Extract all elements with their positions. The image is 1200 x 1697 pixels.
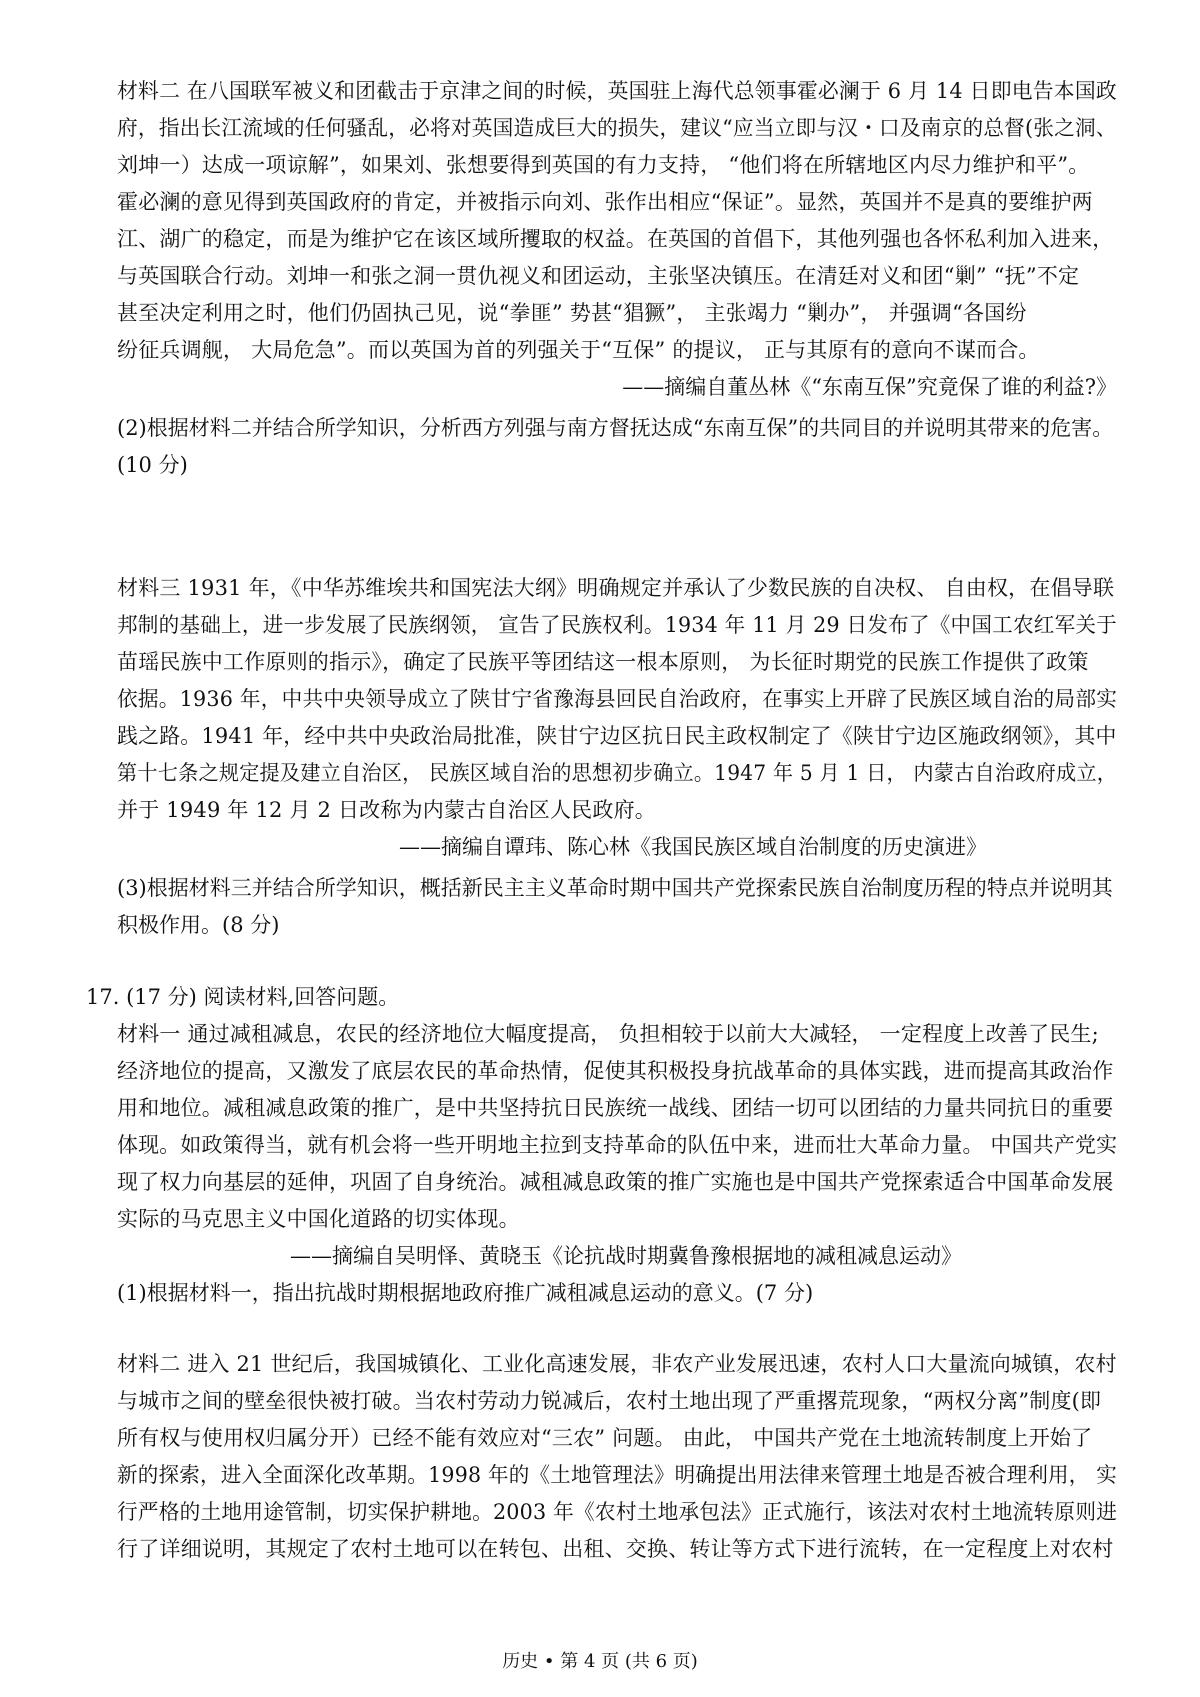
- material-2-line-8: 纷征兵调舰， 大局危急”。而以英国为首的列强关于“互保” 的提议， 正与其原有的意向不谋而合。: [117, 338, 1040, 362]
- q17-question-1: (1)根据材料一，指出抗战时期根据地政府推广减租减息运动的意义。(7 分): [117, 1281, 814, 1305]
- q17-material-2-line-2: 与城市之间的壁垒很快被打破。当农村劳动力锐减后，农村土地出现了严重撂荒现象，“两权分离”制度(即: [117, 1389, 1102, 1413]
- question-2-line-1: (2)根据材料二并结合所学知识，分析西方列强与南方督抚达成“东南互保”的共同目的并说明其带来的危害。: [117, 416, 1114, 440]
- material-2-line-2: 府，指出长江流域的任何骚乱，必将对英国造成巨大的损失，建议“应当立即与汉・口及南京的总督(张之洞、: [117, 116, 1117, 140]
- material-2-line-3: 刘坤一）达成一项谅解”，如果刘、张想要得到英国的有力支持， “他们将在所辖地区内尽力维护和平”。: [117, 153, 1090, 177]
- q17-material-1-line-2: 经济地位的提高，又激发了底层农民的革命热情，促使其积极投身抗战革命的具体实践，进而提高其政治作: [117, 1059, 1114, 1083]
- q17-material-1-line-1: 材料一 通过减租减息，农民的经济地位大幅度提高， 负担相较于以前大大减轻， 一定程度上改善了民生;: [117, 1022, 1099, 1046]
- material-2-line-6: 与英国联合行动。刘坤一和张之洞一贯仇视义和团运动，主张坚决镇压。在清廷对义和团“剿” “抚”不定: [117, 264, 1080, 288]
- material-2-line-5: 江、湖广的稳定，而是为维护它在该区域所攫取的权益。在英国的首倡下，其他列强也各怀私利加入进来，: [117, 227, 1114, 251]
- q17-material-2-line-6: 行了详细说明，其规定了农村土地可以在转包、出租、交换、转让等方式下进行流转，在一定程度上对农村: [117, 1537, 1114, 1561]
- material-2-line-4: 霍必澜的意见得到英国政府的肯定，并被指示向刘、张作出相应“保证”。显然，英国并不是真的要维护两: [117, 190, 1093, 214]
- q17-material-2-line-4: 新的探索，进入全面深化改革期。1998 年的《土地管理法》明确提出用法律来管理土地是否被合理利用， 实: [117, 1463, 1118, 1487]
- question-3-line-1: (3)根据材料三并结合所学知识，概括新民主主义革命时期中国共产党探索民族自治制度历程的特点并说明其: [117, 876, 1113, 900]
- material-3-line-3: 苗瑶民族中工作原则的指示》，确定了民族平等团结这一根本原则， 为长征时期党的民族工作提供了政策: [117, 650, 1089, 674]
- material-3-line-1: 材料三 1931 年，《中华苏维埃共和国宪法大纲》明确规定并承认了少数民族的自决权、 自由权，在倡导联: [117, 576, 1115, 600]
- material-3-line-4: 依据。1936 年，中共中央领导成立了陕甘宁省豫海县回民自治政府，在事实上开辟了民族区域自治的局部实: [117, 687, 1118, 711]
- q17-material-1-line-6: 实际的马克思主义中国化道路的切实体现。: [117, 1207, 520, 1231]
- material-3-line-5: 践之路。1941 年，经中共中央政治局批准，陕甘宁边区抗日民主政权制定了《陕甘宁边区施政纲领》，其中: [117, 724, 1117, 748]
- material-3-line-2: 邦制的基础上，进一步发展了民族纲领， 宣告了民族权利。1934 年 11 月 29 日发布了《中国工农红军关于: [117, 613, 1117, 637]
- material-2-line-7: 甚至决定利用之时，他们仍固执己见，说“拳匪” 势甚“猖獗”， 主张竭力 “剿办”， 并强调“各国纷: [117, 301, 1027, 325]
- question-2-line-2: (10 分): [117, 453, 188, 477]
- q17-material-1-line-3: 用和地位。减租减息政策的推广，是中共坚持抗日民族统一战线、团结一切可以团结的力量共同抗日的重要: [117, 1096, 1114, 1120]
- q17-material-1-source: ——摘编自吴明怿、黄晓玉《论抗战时期冀鲁豫根据地的减租减息运动》: [290, 1244, 962, 1268]
- material-2-source: ——摘编自董丛林《“东南互保”究竟保了谁的利益?》: [622, 375, 1117, 399]
- q17-material-1-line-4: 体现。如政策得当，就有机会将一些开明地主拉到支持革命的队伍中来，进而壮大革命力量。 中国共产党实: [117, 1133, 1118, 1157]
- q17-material-1-line-5: 现了权力向基层的延伸，巩固了自身统治。减租减息政策的推广实施也是中国共产党探索适合中国革命发展: [117, 1170, 1114, 1194]
- question-17-header: 17. (17 分) 阅读材料,回答问题。: [86, 985, 400, 1009]
- material-2-line-1: 材料二 在八国联军被义和团截击于京津之间的时候，英国驻上海代总领事霍必澜于 6 月 14 日即电告本国政: [117, 79, 1117, 103]
- question-3-line-2: 积极作用。(8 分): [117, 913, 280, 937]
- material-3-line-7: 并于 1949 年 12 月 2 日改称为内蒙古自治区人民政府。: [117, 798, 656, 822]
- q17-material-2-line-1: 材料二 进入 21 世纪后，我国城镇化、工业化高速发展，非农产业发展迅速，农村人口大量流向城镇，农村: [117, 1352, 1117, 1376]
- q17-material-2-line-5: 行严格的土地用途管制，切实保护耕地。2003 年《农村土地承包法》正式施行，该法对农村土地流转原则进: [117, 1500, 1118, 1524]
- page-footer: 历史 • 第 4 页 (共 6 页): [502, 1651, 698, 1672]
- material-3-source: ——摘编自谭玮、陈心林《我国民族区域自治制度的历史演进》: [399, 835, 987, 859]
- q17-material-2-line-3: 所有权与使用权归属分开）已经不能有效应对“三农” 问题。 由此， 中国共产党在土地流转制度上开始了: [117, 1426, 1093, 1450]
- material-3-line-6: 第十七条之规定提及建立自治区， 民族区域自治的思想初步确立。1947 年 5 月 1 日， 内蒙古自治政府成立，: [117, 761, 1118, 785]
